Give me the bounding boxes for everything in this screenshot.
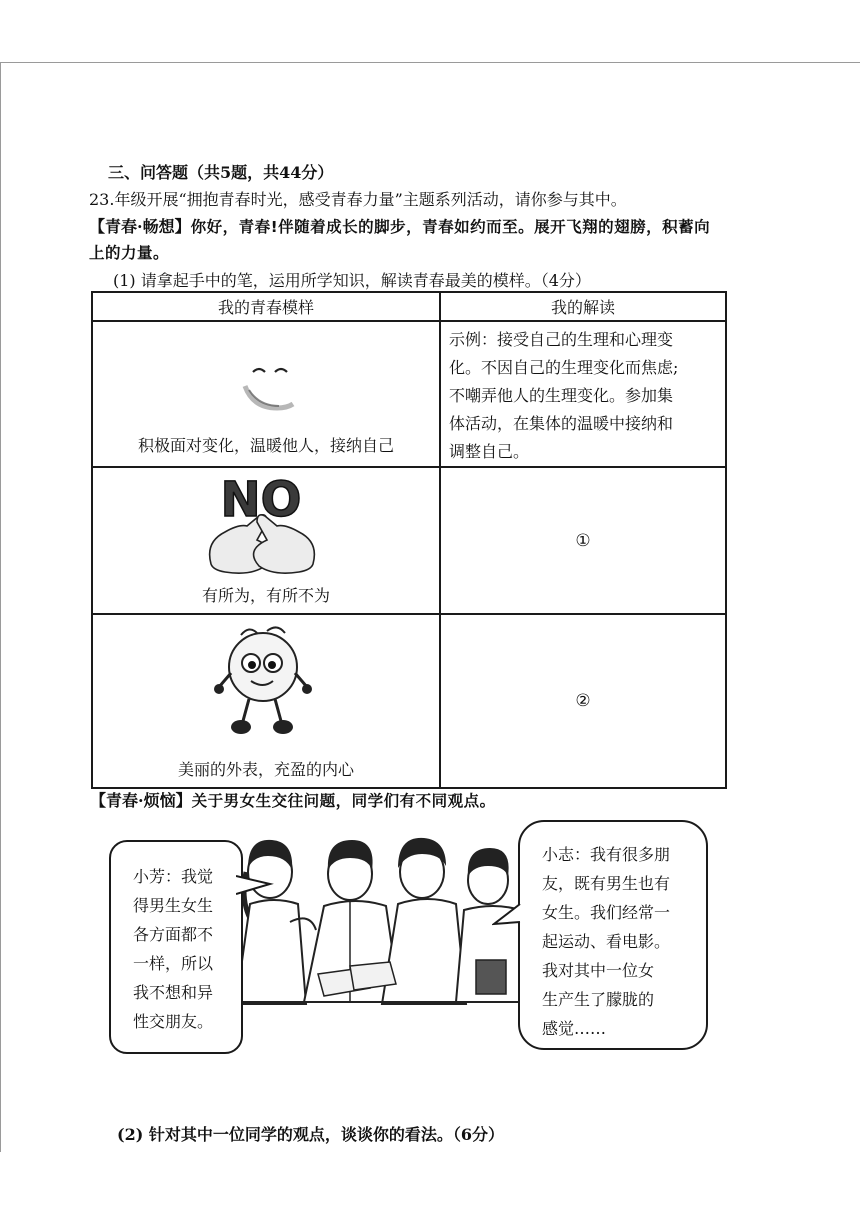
question-intro: 23.年级开展“拥抱青春时光，感受青春力量”主题系列活动，请你参与其中。	[89, 190, 627, 209]
part2-prompt: (2) 针对其中一位同学的观点，谈谈你的看法。（6分）	[117, 1125, 504, 1144]
youth-dream-label: 【青春·畅想】	[89, 217, 191, 236]
youth-dream-text: 你好，青春!伴随着成长的脚步，青春如约而至。展开飞翔的翅膀，积蓄向	[190, 218, 711, 236]
youth-dream-line1	[89, 214, 710, 237]
students-illustration	[200, 832, 530, 1032]
picture-cell-2	[92, 467, 440, 614]
part1-prompt: (1) 请拿起手中的笔，运用所学知识，解读青春最美的模样。（4分）	[113, 271, 591, 290]
bubble-left-line: 我不想和异	[133, 983, 214, 1002]
hands-no-icon	[201, 472, 331, 582]
answer-cell-2	[440, 467, 726, 614]
bubble-left-line: 各方面都不	[133, 925, 214, 944]
picture-cell-1	[92, 321, 440, 467]
youth-table	[91, 291, 727, 789]
bubble-left-line: 小芳：我觉	[133, 867, 214, 886]
bubble-right-line: 小志：我有很多朋	[542, 845, 671, 864]
youth-trouble-text: 关于男女生交往问题，同学们有不同观点。	[191, 792, 496, 810]
header-my-youth: 我的青春模样	[92, 292, 440, 321]
no-sign-text: NO	[220, 472, 302, 528]
answer-cell-3	[440, 614, 726, 788]
cartoon-character-icon	[211, 623, 321, 743]
youth-trouble-label: 【青春·烦恼】	[90, 791, 192, 810]
caption-1: 积极面对变化，温暖他人，接纳自己	[137, 436, 394, 455]
example-line: 调整自己。	[449, 442, 530, 461]
answer-cell-1	[440, 321, 726, 467]
bubble-right-line: 感觉……	[542, 1019, 607, 1038]
speech-bubble-xiaozhi	[518, 820, 708, 1050]
example-line: 化。不因自己的生理变化而焦虑;	[449, 358, 679, 377]
bubble-right-tail	[492, 900, 522, 930]
bubble-left-line: 性交朋友。	[133, 1012, 214, 1031]
bubble-left-tail	[236, 870, 276, 900]
smiley-face-icon	[231, 360, 311, 420]
caption-3: 美丽的外表，充盈的内心	[177, 760, 354, 779]
answer-mark-1: ①	[575, 530, 591, 551]
speech-bubble-xiaofang	[109, 840, 243, 1054]
bubble-left-line: 一样，所以	[133, 954, 214, 973]
bubble-right-line: 女生。我们经常一	[542, 903, 671, 922]
page-top-border	[0, 62, 860, 63]
youth-dream-line2: 上的力量。	[89, 244, 170, 262]
bubble-right-line: 友，既有男生也有	[542, 874, 671, 893]
section-title: 三、问答题（共5题，共44分）	[108, 163, 334, 182]
bubble-right-line: 起运动、看电影。	[542, 932, 671, 951]
bubble-right-line: 生产生了朦胧的	[542, 990, 655, 1009]
bubble-left-line: 得男生女生	[133, 896, 214, 915]
example-line: 体活动，在集体的温暖中接纳和	[449, 414, 674, 433]
example-answer	[441, 322, 725, 466]
bubble-right-line: 我对其中一位女	[542, 961, 655, 980]
header-my-reading: 我的解读	[440, 292, 726, 321]
example-line: 不嘲弄他人的生理变化。参加集	[449, 386, 674, 405]
page-left-border	[0, 62, 1, 1152]
caption-2: 有所为，有所不为	[201, 586, 330, 605]
youth-trouble-line	[90, 788, 496, 811]
answer-mark-2: ②	[575, 691, 591, 711]
example-line: 示例：接受自己的生理和心理变	[449, 330, 674, 349]
picture-cell-3	[92, 614, 440, 788]
